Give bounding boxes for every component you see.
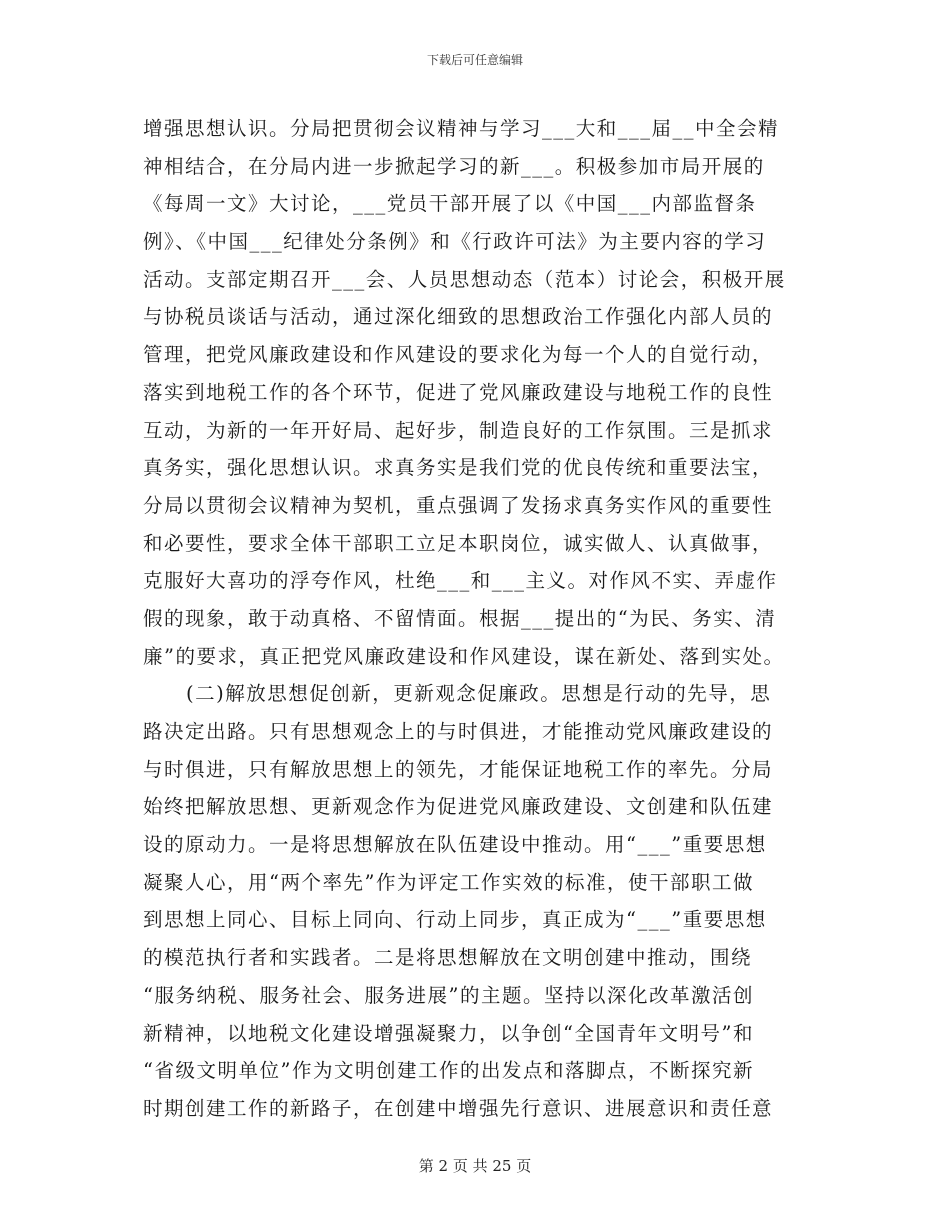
text-line: 凝聚人心，用“两个率先”作为评定工作实效的标准，使干部职工做 <box>143 870 754 894</box>
text-line: 活动。支部定期召开___会、人员思想动态（范本）讨论会，积极开展 <box>143 267 786 291</box>
text-line: 管理，把党风廉政建设和作风建设的要求化为每一个人的自觉行动， <box>143 343 774 367</box>
text-line: 落实到地税工作的各个环节，促进了党风廉政建设与地税工作的良性 <box>143 380 774 404</box>
text-line: 《每周一文》大讨论，___党员干部开展了以《中国___内部监督条 <box>143 192 757 216</box>
text-line: 廉”的要求，真正把党风廉政建设和作风建设，谋在新处、落到实处。 <box>143 644 785 668</box>
text-line: 与时俱进，只有解放思想上的领先，才能保证地税工作的率先。分局 <box>143 757 774 781</box>
document-body <box>143 110 807 1128</box>
text-line: “服务纳税、服务社会、服务进展”的主题。坚持以深化改革激活创 <box>143 983 754 1007</box>
text-line: 始终把解放思想、更新观念作为促进党风廉政建设、文创建和队伍建 <box>143 795 774 819</box>
page-header: 下载后可任意编辑 <box>426 53 523 67</box>
text-line: 路决定出路。只有思想观念上的与时俱进，才能推动党风廉政建设的 <box>143 720 774 743</box>
page-number-footer: 第 2 页 共 25 页 <box>418 1157 532 1175</box>
text-line: 到思想上同心、目标上同向、行动上同步，真正成为“___”重要思想 <box>143 908 767 932</box>
text-line: 与协税员谈话与活动，通过深化细致的思想政治工作强化内部人员的 <box>143 305 774 329</box>
text-line: 例》、《中国___纪律处分条例》和《行政许可法》为主要内容的学习 <box>143 230 767 254</box>
text-line: 和必要性，要求全体干部职工立足本职岗位，诚实做人、认真做事， <box>143 531 774 555</box>
text-line: 设的原动力。一是将思想解放在队伍建设中推动。用“___”重要思想 <box>143 833 767 857</box>
text-line: 真务实，强化思想认识。求真务实是我们党的优良传统和重要法宝， <box>143 456 774 480</box>
text-line: 假的现象，敢于动真格、不留情面。根据___提出的“为民、务实、清 <box>143 606 777 630</box>
text-line: 神相结合，在分局内进一步掀起学习的新___。积极参加市局开展的 <box>143 154 765 178</box>
text-line: 新精神，以地税文化建设增强凝聚力，以争创“全国青年文明号”和 <box>143 1021 754 1045</box>
text-line: 克服好大喜功的浮夸作风，杜绝___和___主义。对作风不实、弄虚作 <box>143 569 778 593</box>
text-line: 时期创建工作的新路子，在创建中增强先行意识、进展意识和责任意 <box>143 1096 774 1120</box>
text-line: 增强思想认识。分局把贯彻会议精神与学习___大和___届__中全会精 <box>143 117 780 140</box>
paragraph-start-line: (二)解放思想促创新，更新观念促廉政。思想是行动的先导，思 <box>186 682 772 706</box>
text-line: 互动，为新的一年开好局、起好步，制造良好的工作氛围。三是抓求 <box>143 418 774 442</box>
text-line: 分局以贯彻会议精神为契机，重点强调了发扬求真务实作风的重要性 <box>143 493 774 517</box>
text-line: “省级文明单位”作为文明创建工作的出发点和落脚点，不断探究新 <box>143 1059 754 1083</box>
text-line: 的模范执行者和实践者。二是将思想解放在文明创建中推动，围绕 <box>143 946 753 970</box>
